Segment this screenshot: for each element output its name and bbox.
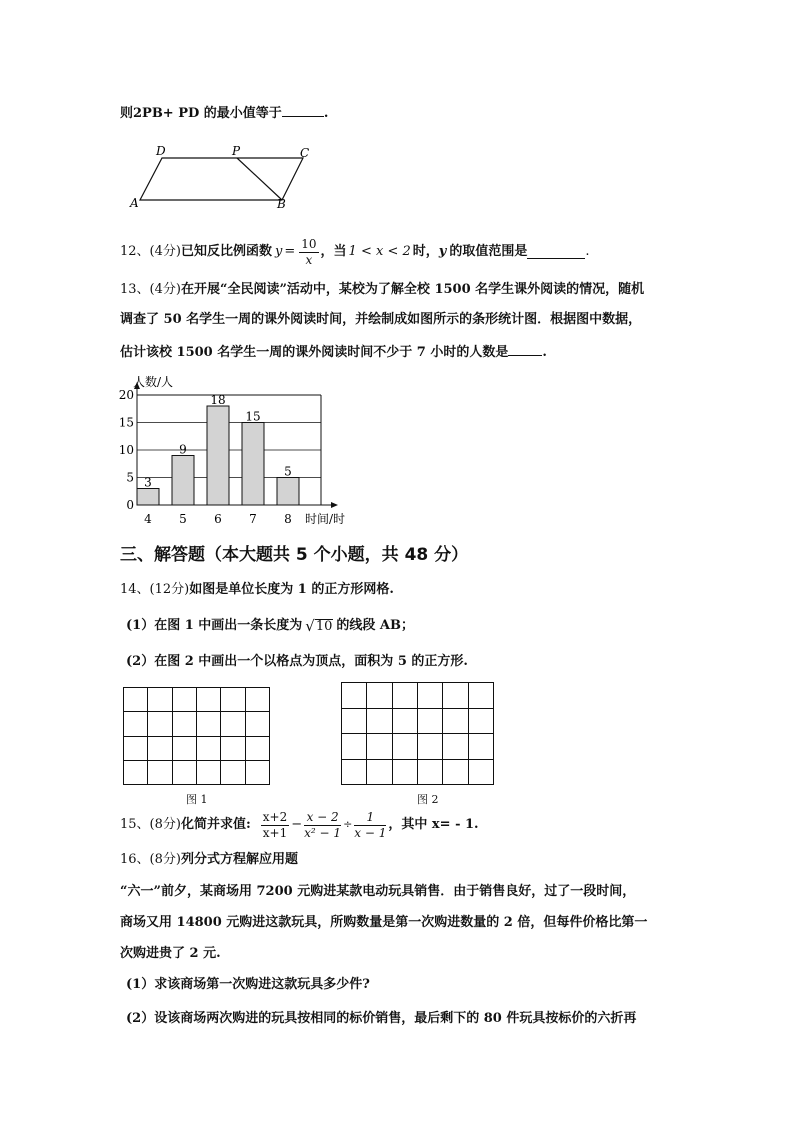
q12-fraction xyxy=(299,237,318,268)
label-b: B xyxy=(277,197,286,211)
x-tick-label: 5 xyxy=(179,512,187,526)
q12-suffix: 的取值范围是 xyxy=(449,244,528,259)
q16-part1: (1）求该商场第一次购进这款玩具多少件? xyxy=(126,977,370,992)
q12-frac-den: x xyxy=(305,252,313,267)
grid-figure-2-caption: 图 2 xyxy=(417,793,439,806)
q16-part2: (2）设该商场两次购进的玩具按相同的标价销售，最后剩下的 80 件玩具按标价的六折再 xyxy=(126,1011,637,1026)
q16-title-text: 列分式方程解应用题 xyxy=(180,852,298,867)
q11-answer-blank[interactable] xyxy=(282,103,324,117)
q16-line1: “六一”前夕，某商场用 7200 元购进某款电动玩具销售．由于销售良好，过了一段时间， xyxy=(120,884,636,899)
q14-part1 xyxy=(126,617,414,635)
q12-var: y xyxy=(438,244,447,259)
q11-question: 则2PB+ PD 的最小值等于 xyxy=(120,106,282,121)
grid-figure-2 xyxy=(341,682,494,785)
q15 xyxy=(120,806,479,844)
y-tick-label: 5 xyxy=(126,470,134,485)
grid-figure-1-caption: 图 1 xyxy=(186,793,208,806)
q12-prefix: 已知反比例函数 xyxy=(180,244,272,259)
q15-f1-num: x+2 xyxy=(262,809,288,824)
x-axis-title: 时间/时 xyxy=(305,512,346,526)
q12-inequality: 1 < x < 2 xyxy=(348,244,411,259)
q12 xyxy=(120,235,589,269)
y-tick-label: 15 xyxy=(118,415,134,430)
y-tick-label: 10 xyxy=(118,443,134,457)
q12-equals: = xyxy=(284,244,296,259)
bar-value-label: 15 xyxy=(245,409,261,424)
sqrt-radicand: 10 xyxy=(315,619,333,634)
q13-line3 xyxy=(120,342,547,362)
q15-minus: − xyxy=(291,817,303,832)
section-3-title: 三、解答题（本大题共 5 个小题，共 48 分） xyxy=(120,545,469,565)
q15-prefix: 化简并求值: xyxy=(180,817,251,832)
q16-number: 16、(8分) xyxy=(120,852,181,867)
x-tick-label: 7 xyxy=(249,512,257,526)
q16-line2: 商场又用 14800 元购进这款玩具，所购数量是第一次购进数量的 2 倍，但每件价格比第一 xyxy=(120,915,648,930)
bar xyxy=(137,489,159,506)
bar xyxy=(242,423,264,506)
segment-pb xyxy=(237,158,282,200)
q12-mid: ，当 xyxy=(320,244,347,259)
bar xyxy=(172,456,194,506)
q16-title xyxy=(120,851,298,869)
bar-value-label: 5 xyxy=(284,464,292,479)
q15-f2-den: x² − 1 xyxy=(304,825,342,840)
x-tick-label: 8 xyxy=(284,512,292,526)
q11-text xyxy=(120,103,328,123)
label-d: D xyxy=(156,144,166,158)
q13-text-3: 估计该校 1500 名学生一周的课外阅读时间不少于 7 小时的人数是 xyxy=(120,345,509,360)
label-p: P xyxy=(232,144,241,158)
q12-y: y xyxy=(274,244,283,259)
bar xyxy=(277,478,299,506)
x-tick-label: 6 xyxy=(214,512,222,526)
q14-intro xyxy=(120,581,394,599)
q14-number: 14、(12分) xyxy=(120,582,190,597)
q13-line1 xyxy=(120,281,644,299)
bar-value-label: 18 xyxy=(210,393,226,407)
q15-f2-num: x − 2 xyxy=(304,810,341,826)
q15-fraction-3 xyxy=(354,810,386,841)
q15-f3-den: x − 1 xyxy=(354,825,387,840)
q15-fraction-1 xyxy=(261,810,289,841)
q12-answer-blank[interactable] xyxy=(527,245,585,259)
x-axis-arrow xyxy=(331,502,338,508)
q15-divide: ÷ xyxy=(343,818,353,831)
parallelogram-abcd xyxy=(140,158,303,200)
q13-line2: 调查了 50 名学生一周的课外阅读时间，并绘制成如图所示的条形统计图．根据图中数据， xyxy=(120,312,642,327)
label-c: C xyxy=(300,146,310,160)
q16-line3: 次购进贵了 2 元. xyxy=(120,946,221,961)
reading-time-bar-chart xyxy=(115,370,365,530)
q14-part1-prefix: (1）在图 1 中画出一条长度为 xyxy=(126,618,303,633)
q11-end: . xyxy=(323,106,329,121)
bar xyxy=(207,406,229,505)
q13-text-1: 在开展“全民阅读”活动中，某校为了解全校 1500 名学生课外阅读的情况，随机 xyxy=(180,282,645,297)
bar-value-label: 3 xyxy=(144,475,152,490)
q13-answer-blank[interactable] xyxy=(508,342,542,356)
q12-frac-num: 10 xyxy=(301,236,317,251)
q13-number: 13、(4分) xyxy=(120,282,181,297)
y-tick-label: 0 xyxy=(126,498,134,512)
q14-part1-suffix: 的线段 AB； xyxy=(336,618,415,633)
q12-number: 12、(4分) xyxy=(120,244,181,259)
y-tick-label: 20 xyxy=(118,388,134,402)
label-a: A xyxy=(130,196,139,210)
x-tick-label: 4 xyxy=(144,512,152,526)
bar-value-label: 9 xyxy=(179,442,187,457)
q12-end: . xyxy=(585,244,590,259)
parallelogram-figure xyxy=(120,140,320,215)
sqrt-expression: √ 10 xyxy=(305,617,333,635)
q13-end: . xyxy=(542,345,547,360)
q15-fraction-2 xyxy=(304,810,341,841)
grid-figure-1 xyxy=(123,687,270,785)
y-axis-title: 人数/人 xyxy=(133,375,174,389)
q15-number: 15、(8分) xyxy=(120,817,181,832)
q15-f3-num: 1 xyxy=(354,810,386,826)
q14-part2: (2）在图 2 中画出一个以格点为顶点，面积为 5 的正方形. xyxy=(126,654,468,669)
q15-suffix: ，其中 x= - 1. xyxy=(388,817,479,832)
q12-mid2: 时， xyxy=(412,244,439,259)
q15-f1-den: x+1 xyxy=(262,825,288,840)
q14-text: 如图是单位长度为 1 的正方形网格. xyxy=(189,582,394,597)
